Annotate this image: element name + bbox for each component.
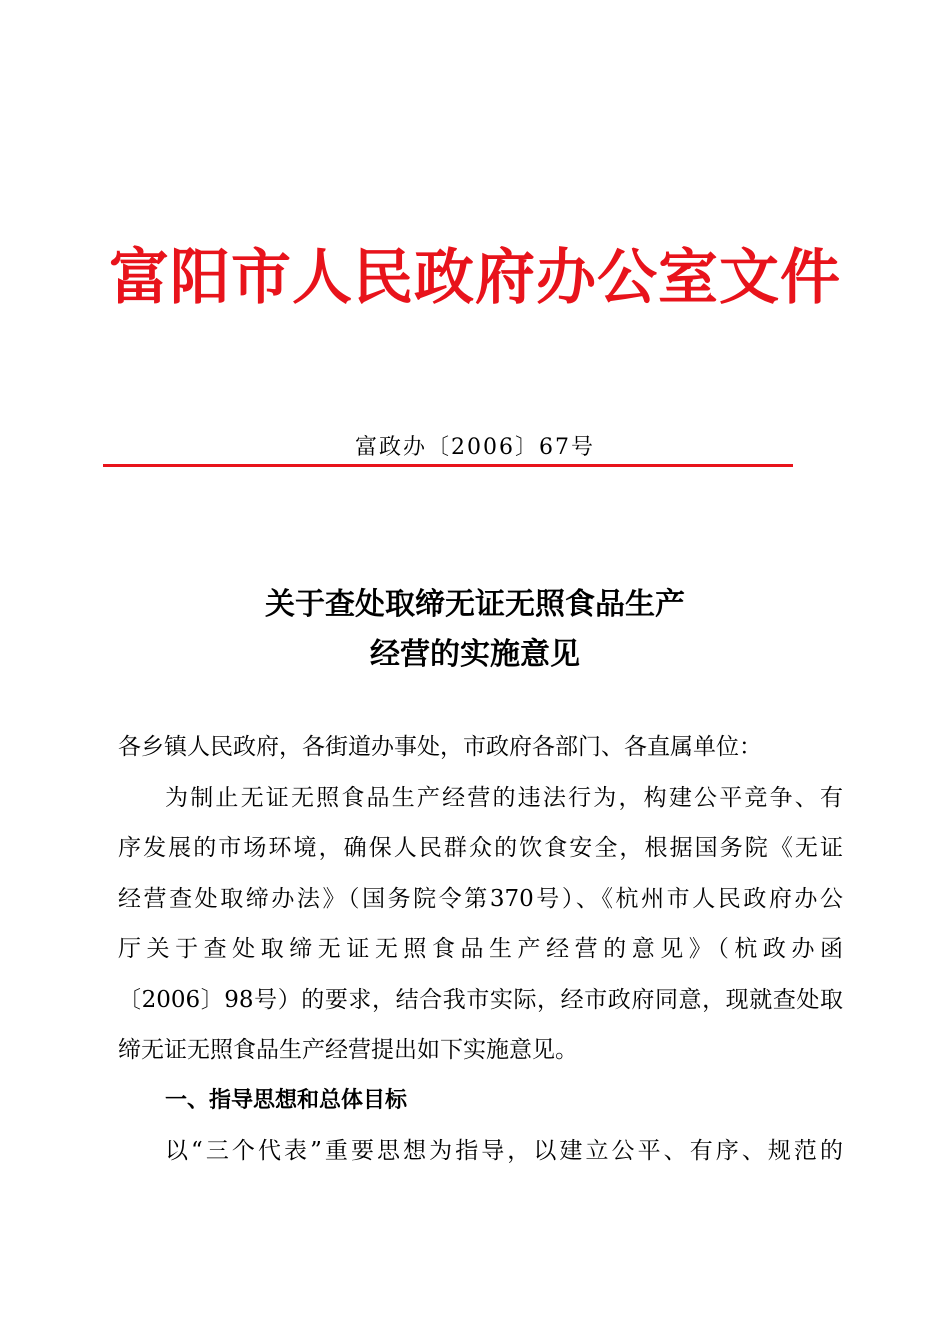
section-1-text: 以“三个代表”重要思想为指导，以建立公平、有序、规范的 xyxy=(165,1138,843,1164)
paragraph-1-line-4: 厅关于查处取缔无证无照食品生产经营的意见》（杭政办函 xyxy=(118,936,843,962)
paragraph-1-line-2: 序发展的市场环境，确保人民群众的饮食安全，根据国务院《无证 xyxy=(118,835,843,861)
document-masthead: 富阳市人民政府办公室文件 xyxy=(109,243,841,313)
section-1-heading: 一、指导思想和总体目标 xyxy=(165,1087,408,1113)
red-divider-line xyxy=(103,464,793,467)
document-title xyxy=(0,580,950,680)
salutation: 各乡镇人民政府，各街道办事处，市政府各部门、各直属单位： xyxy=(118,734,762,760)
paragraph-1-line-5: 〔2006〕98号）的要求，结合我市实际，经市政府同意，现就查处取 xyxy=(118,986,843,1013)
document-number: 富政办〔2006〕67号 xyxy=(355,435,595,460)
document-body xyxy=(118,722,843,1177)
paragraph-1-line-6: 缔无证无照食品生产经营提出如下实施意见。 xyxy=(118,1037,578,1063)
document-title-line-1: 关于查处取缔无证无照食品生产 xyxy=(265,587,685,622)
paragraph-1-line-3: 经营查处取缔办法》（国务院令第370号）、《杭州市人民政府办公 xyxy=(118,885,843,912)
document-title-line-2: 经营的实施意见 xyxy=(370,637,580,672)
paragraph-1-line-1: 为制止无证无照食品生产经营的违法行为，构建公平竞争、有 xyxy=(165,784,843,811)
